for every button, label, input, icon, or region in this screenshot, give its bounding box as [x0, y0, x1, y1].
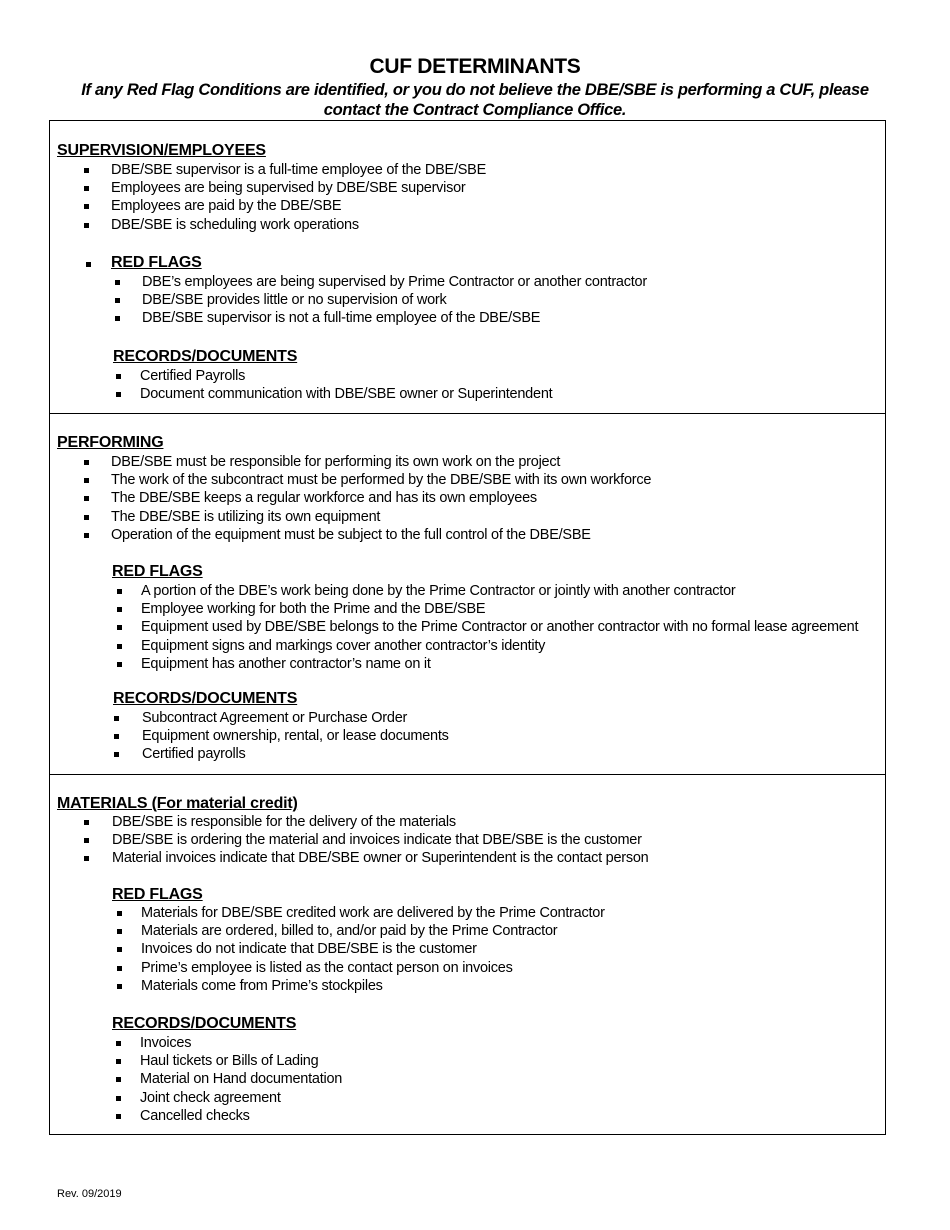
list-item: Certified Payrolls	[140, 367, 552, 385]
list-item: DBE/SBE provides little or no supervision of work	[142, 291, 647, 309]
list-item: Equipment ownership, rental, or lease documents	[142, 728, 449, 745]
page-subtitle: If any Red Flag Conditions are identified, or you do not believe the DBE/SBE is performing a CUF, please contact the Contract Compliance Office.	[81, 81, 869, 119]
list-item: Invoices	[140, 1034, 342, 1052]
list-item: Equipment used by DBE/SBE belongs to the Prime Contractor or another contractor with no formal lease agreement	[141, 619, 859, 636]
list-item: Material on Hand documentation	[140, 1071, 343, 1088]
list-item: DBE/SBE supervisor is not a full-time employee of the DBE/SBE	[142, 309, 647, 327]
list-item: DBE/SBE supervisor is a full-time employee of the DBE/SBE	[111, 162, 486, 178]
list-item: Materials come from Prime’s stockpiles	[141, 977, 605, 995]
materials-records-list	[140, 1034, 342, 1125]
section-heading-materials: MATERIALS (For material credit)	[57, 795, 298, 812]
records-heading: RECORDS/DOCUMENTS	[113, 348, 298, 365]
list-item: Operation of the equipment must be subject to the full control of the DBE/SBE	[111, 526, 651, 544]
list-item: DBE/SBE is scheduling work operations	[111, 216, 486, 234]
list-item: DBE’s employees are being supervised by Prime Contractor or another contractor	[142, 274, 647, 290]
list-item: Employee working for both the Prime and the DBE/SBE	[141, 600, 858, 618]
red-flags-heading: RED FLAGS	[112, 886, 203, 903]
list-item: Employees are paid by the DBE/SBE	[111, 197, 486, 215]
list-item: Employees are being supervised by DBE/SBE supervisor	[111, 179, 486, 197]
materials-list	[112, 813, 649, 868]
records-heading: RECORDS/DOCUMENTS	[113, 690, 298, 707]
list-item: Materials are ordered, billed to, and/or paid by the Prime Contractor	[141, 922, 605, 940]
red-flags-bullet	[86, 262, 91, 267]
performing-records-list	[142, 709, 449, 764]
list-item: Cancelled checks	[140, 1107, 342, 1125]
list-item: Materials for DBE/SBE credited work are delivered by the Prime Contractor	[141, 905, 605, 921]
performing-list	[111, 453, 651, 544]
materials-red-flags-list	[141, 904, 605, 995]
list-item: Equipment signs and markings cover another contractor’s identity	[141, 637, 858, 655]
red-flags-heading: RED FLAGS	[112, 563, 203, 580]
list-item: DBE/SBE is responsible for the delivery of the materials	[112, 813, 649, 831]
revision-footer: Rev. 09/2019	[57, 1188, 122, 1200]
list-item: DBE/SBE is ordering the material and invoices indicate that DBE/SBE is the customer	[112, 831, 649, 849]
list-item: The work of the subcontract must be performed by the DBE/SBE with its own workforce	[111, 472, 652, 489]
supervision-red-flags-list	[142, 273, 647, 328]
list-item: Subcontract Agreement or Purchase Order	[142, 709, 449, 727]
red-flags-heading: RED FLAGS	[111, 254, 202, 271]
list-item: A portion of the DBE’s work being done by the Prime Contractor or jointly with another contractor	[141, 582, 858, 600]
list-item: Certified payrolls	[142, 745, 449, 763]
list-item: Material invoices indicate that DBE/SBE owner or Superintendent is the contact person	[112, 850, 649, 867]
page-title: CUF DETERMINANTS	[369, 55, 581, 78]
performing-red-flags-list	[141, 582, 858, 673]
list-item: Equipment has another contractor’s name on it	[141, 655, 858, 673]
list-item: The DBE/SBE keeps a regular workforce and has its own employees	[111, 489, 651, 507]
list-item: Invoices do not indicate that DBE/SBE is the customer	[141, 940, 605, 958]
list-item: DBE/SBE must be responsible for performing its own work on the project	[111, 453, 651, 471]
supervision-records-list	[140, 367, 552, 403]
section-heading-supervision: SUPERVISION/EMPLOYEES	[57, 142, 266, 159]
records-heading: RECORDS/DOCUMENTS	[112, 1015, 297, 1032]
supervision-list	[111, 161, 486, 234]
list-item: Joint check agreement	[140, 1089, 342, 1107]
list-item: Haul tickets or Bills of Lading	[140, 1052, 342, 1070]
list-item: Prime’s employee is listed as the contact person on invoices	[141, 959, 605, 977]
section-heading-performing: PERFORMING	[57, 434, 164, 451]
list-item: Document communication with DBE/SBE owner or Superintendent	[140, 386, 553, 403]
list-item: The DBE/SBE is utilizing its own equipment	[111, 508, 651, 526]
